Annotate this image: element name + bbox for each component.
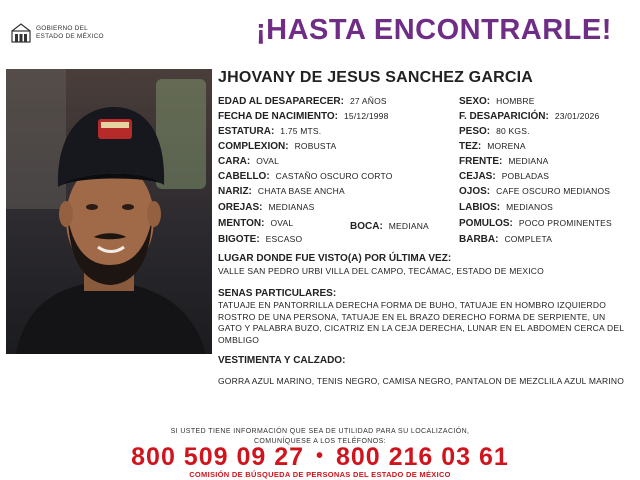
- vestimenta-title: VESTIMENTA Y CALZADO:: [218, 355, 346, 366]
- field-cabello: [218, 171, 393, 182]
- field-value: 1.75 MTS.: [280, 126, 322, 136]
- footer-note-line-2: COMUNÍQUESE A LOS TELÉFONOS:: [253, 437, 387, 445]
- government-logo: [10, 22, 140, 46]
- person-silhouette: [6, 69, 212, 354]
- field-bigote: [218, 234, 302, 245]
- field-sexo: [459, 96, 535, 107]
- field-boca: [350, 221, 429, 232]
- logo-line-1: GOBIERNO DEL: [36, 25, 88, 32]
- field-label: OJOS:: [459, 186, 491, 197]
- field-label: MENTON:: [218, 218, 265, 229]
- field-label: NARIZ:: [218, 186, 252, 197]
- header: [0, 0, 640, 62]
- field-barba: [459, 234, 552, 245]
- field-value: 23/01/2026: [554, 111, 600, 121]
- senas-title: SENAS PARTICULARES:: [218, 288, 337, 299]
- field-orejas: [218, 202, 314, 213]
- field-value: POCO PROMINENTES: [518, 218, 612, 228]
- phone-2[interactable]: 800 216 03 61: [335, 443, 509, 471]
- lugar-title: LUGAR DONDE FUE VISTO(A) POR ÚLTIMA VEZ:: [218, 253, 452, 264]
- field-label: CABELLO:: [218, 171, 270, 182]
- footer-note-line-1: SI USTED TIENE INFORMACIÓN QUE SEA DE UTILIDAD PARA SU LOCALIZACIÓN,: [170, 428, 470, 435]
- field-label: CARA:: [218, 156, 251, 167]
- field-nariz: [218, 186, 345, 197]
- field-value: OVAL: [256, 156, 280, 166]
- field-frente: [459, 156, 548, 167]
- phone-1[interactable]: 800 509 09 27: [131, 443, 305, 471]
- field-label: FRENTE:: [459, 156, 503, 167]
- field-value: MEDIANA: [508, 156, 549, 166]
- field-label: PESO:: [459, 126, 491, 137]
- field-value: 80 KGS.: [496, 126, 530, 136]
- senas-text: TATUAJE EN PANTORRILLA DERECHA FORMA DE BUHO, TATUAJE EN HOMBRO IZQUIERDO ROSTRO DE UNA PERSONA, TATUAJE EN EL BRAZO DERECHO FORMA DE SERPIENTE, UN GATO Y PALABRA BUZO, CICATRIZ EN LA CEJA DERECHA, LUNAR EN EL ABDOMEN CERCA DEL OMBLIGO: [218, 300, 624, 345]
- field-complexion: [218, 141, 336, 152]
- field-label: LABIOS:: [459, 202, 501, 213]
- field-peso: [459, 126, 530, 137]
- field-value: 15/12/1998: [344, 111, 389, 121]
- field-menton: [218, 218, 293, 229]
- field-pomulos: [459, 218, 612, 229]
- logo-text: [36, 25, 104, 41]
- field-value: 27 AÑOS: [349, 96, 387, 106]
- field-value: CHATA BASE ANCHA: [257, 186, 345, 196]
- field-value: MEDIANA: [388, 221, 429, 231]
- field-label: FECHA DE NACIMIENTO:: [218, 111, 338, 122]
- field-value: MORENA: [487, 141, 526, 151]
- field-label: COMPLEXION:: [218, 141, 289, 152]
- headline: ¡HASTA ENCONTRARLE!: [256, 14, 612, 46]
- phone-numbers: [0, 443, 640, 472]
- field-cejas: [459, 171, 549, 182]
- missing-person-photo: [6, 69, 212, 354]
- field-value: ROBUSTA: [294, 141, 337, 151]
- field-label: SEXO:: [459, 96, 491, 107]
- field-value: POBLADAS: [501, 171, 550, 181]
- field-value: MEDIANOS: [506, 202, 554, 212]
- field-label: BOCA:: [350, 221, 383, 232]
- field-label: POMULOS:: [459, 218, 513, 229]
- field-value: HOMBRE: [496, 96, 535, 106]
- field-label: ESTATURA:: [218, 126, 275, 137]
- field-label: EDAD AL DESAPARECER:: [218, 96, 344, 107]
- field-value: CASTAÑO OSCURO CORTO: [275, 171, 393, 181]
- phone-separator: •: [315, 445, 324, 467]
- field-tez: [459, 141, 526, 152]
- person-name: JHOVANY DE JESUS SANCHEZ GARCIA: [218, 69, 533, 86]
- field-label: BIGOTE:: [218, 234, 260, 245]
- field-label: TEZ:: [459, 141, 482, 152]
- field-ojos: [459, 186, 610, 197]
- field-value: COMPLETA: [504, 234, 553, 244]
- lugar-text: VALLE SAN PEDRO URBI VILLA DEL CAMPO, TECÁMAC, ESTADO DE MEXICO: [218, 266, 544, 276]
- commission-name: COMISIÓN DE BÚSQUEDA DE PERSONAS DEL ESTADO DE MÉXICO: [189, 470, 451, 479]
- field-label: F. DESAPARICIÓN:: [459, 111, 549, 122]
- field-value: OVAL: [270, 218, 294, 228]
- field-estatura: [218, 126, 321, 137]
- field-value: CAFE OSCURO MEDIANOS: [496, 186, 611, 196]
- field-nacimiento: [218, 111, 389, 122]
- field-labios: [459, 202, 553, 213]
- field-label: BARBA:: [459, 234, 499, 245]
- logo-line-2: ESTADO DE MÉXICO: [36, 33, 104, 40]
- field-desaparicion: [459, 111, 599, 122]
- state-seal-icon: [10, 22, 32, 44]
- field-cara: [218, 156, 279, 167]
- field-label: OREJAS:: [218, 202, 263, 213]
- field-edad: [218, 96, 387, 107]
- field-label: CEJAS:: [459, 171, 496, 182]
- field-value: ESCASO: [265, 234, 303, 244]
- vestimenta-text: GORRA AZUL MARINO, TENIS NEGRO, CAMISA NEGRO, PANTALON DE MEZCLILA AZUL MARINO: [218, 376, 625, 386]
- field-value: MEDIANAS: [268, 202, 315, 212]
